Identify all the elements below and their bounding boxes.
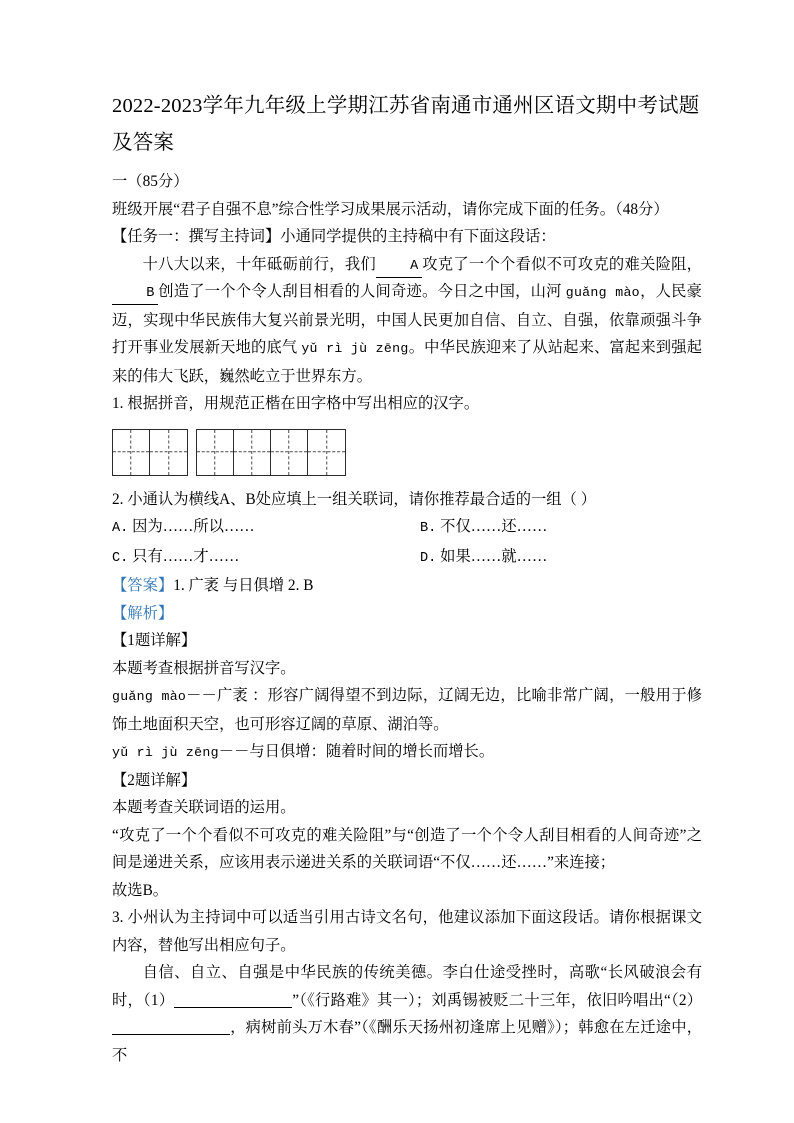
passage-part-3: 创造了一个个令人刮目相看的人间奇迹。今日之中国，山河 — [158, 283, 566, 300]
tianzige-cell — [113, 430, 150, 475]
question-3-number: 3. — [112, 909, 124, 926]
question-2-text: 小通认为横线A、B处应填上一组关联词，请你推荐最合适的一组（ ） — [127, 490, 596, 508]
blank-b: B — [112, 284, 158, 305]
passage-part-2: 攻克了一个个看似不可攻克的难关险阻， — [421, 255, 702, 273]
question-1-number: 1. — [112, 395, 124, 412]
explain-2-line-3: 故选B。 — [112, 881, 169, 899]
passage-part-5: 。中华民族迎来了从站起来、富起来到强起来的伟大飞跃，巍然屹立于世界东方。 — [112, 339, 702, 385]
question-1-text: 根据拼音，用规范正楷在田字格中写出相应的汉字。 — [127, 395, 480, 412]
pinyin-guang-mao: guǎng mào — [565, 285, 640, 300]
document-content — [112, 88, 702, 1069]
pinyin-yu-ri-ju-zeng: yǔ rì jù zēng — [301, 341, 409, 356]
tianzige-group-2 — [196, 429, 346, 476]
task-one-header: 【任务一：撰写主持词】小通同学提供的主持稿中有下面这段话： — [112, 228, 556, 245]
question-1 — [112, 390, 702, 418]
explain-2-heading: 【2题详解】 — [112, 771, 197, 789]
question-3 — [112, 904, 702, 959]
passage-part-4: ，人民豪迈，实现中华民族伟大复兴前景光明，中国人民更加自信、自立、自强，依靠顽强斗争打开事业发展新天地的底气 — [112, 283, 702, 356]
option-a-text: 因为……所以…… — [132, 518, 255, 535]
explain-1-heading: 【1题详解】 — [112, 632, 197, 649]
section-header: 一（85分） — [112, 173, 189, 190]
explain-1-pinyin-guang-mao: guǎng mào — [112, 689, 187, 704]
fill-blank-2[interactable] — [112, 1015, 230, 1035]
activity-intro: 班级开展“君子自强不息”综合性学习成果展示活动，请你完成下面的任务。（48分） — [112, 200, 669, 218]
option-b-text: 不仅……还…… — [440, 518, 548, 535]
question-3-body-part-1: 自信、自立、自强是中华民族的传统美德。李白仕途受挫时，高歌“长风破浪会有时，（1） — [112, 964, 702, 1009]
question-2-number: 2. — [112, 490, 124, 508]
option-b[interactable] — [407, 513, 702, 543]
tianzige-cell — [197, 430, 234, 475]
answer-marker: 【答案】 — [112, 577, 174, 594]
option-a[interactable] — [112, 513, 407, 543]
fill-blank-1[interactable] — [174, 988, 292, 1008]
blank-a: A — [376, 257, 422, 278]
question-3-body-part-3: ，病树前头万木春”（《酬乐天扬州初逢席上见赠》）；韩愈在左迁途中，不 — [112, 1019, 702, 1064]
option-d-label: D. — [420, 550, 437, 566]
tianzige-group-1 — [112, 429, 188, 476]
tianzige-cell — [234, 430, 271, 475]
explain-1-line-1: 本题考查根据拼音写汉字。 — [112, 659, 296, 677]
option-d[interactable] — [407, 543, 702, 573]
tianzige-cell — [271, 430, 308, 475]
option-c-text: 只有……才…… — [132, 547, 240, 565]
explain-1-line-3 — [112, 738, 702, 767]
analysis-marker: 【解析】 — [112, 604, 174, 622]
explain-1-line-3-text: －－与日俱增：随着时间的增长而增长。 — [218, 743, 495, 760]
tianzige-cell — [150, 430, 187, 475]
question-2-options-row-1 — [112, 513, 702, 543]
explain-2-line-2: “攻克了一个个看似不可攻克的难关险阻”与“创造了一个个令人刮目相看的人间奇迹”之间是递进关系，应该用表示递进关系的关联词语“不仅……还……”来连接； — [112, 826, 702, 871]
passage-part-1: 十八大以来，十年砥砺前行，我们 — [142, 255, 376, 273]
explain-1-pinyin-yu-ri-ju-zeng: yǔ rì jù zēng — [112, 745, 219, 760]
tianzige-cell — [308, 430, 345, 475]
question-3-body-part-2: ”（《行路难》其一）；刘禹锡被贬二十三年，依旧吟唱出“（2） — [292, 991, 702, 1009]
tianzige-grid — [112, 429, 702, 476]
explain-1-line-2-text: －－广袤 ：形容广阔得望不到边际，辽阔无边，比喻非常广阔，一般用于修饰土地面积天空，也可形容辽阔的草原、湖泊等。 — [112, 687, 702, 733]
passage-paragraph — [112, 251, 702, 391]
question-3-text: 小州认为主持词中可以适当引用古诗文名句，他建议添加下面这段话。请你根据课文内容，替他写出相应句子。 — [112, 909, 702, 954]
option-c[interactable] — [112, 543, 407, 573]
option-b-label: B. — [420, 521, 437, 536]
answer-line — [112, 572, 702, 600]
explain-2-line-1: 本题考查关联词语的运用。 — [112, 799, 296, 816]
answer-text: 1. 广袤 与日俱增 2. B — [173, 577, 314, 594]
option-a-label: A. — [112, 521, 129, 536]
page-title: 2022-2023学年九年级上学期江苏省南通市通州区语文期中考试题及答案 — [112, 95, 700, 154]
option-c-label: C. — [112, 550, 129, 566]
explain-1-line-2 — [112, 682, 702, 738]
analysis-marker-line — [112, 600, 702, 628]
question-3-body — [112, 959, 702, 1069]
question-2-options-row-2 — [112, 543, 702, 573]
question-2 — [112, 486, 702, 514]
option-d-text: 如果……就…… — [440, 547, 548, 565]
